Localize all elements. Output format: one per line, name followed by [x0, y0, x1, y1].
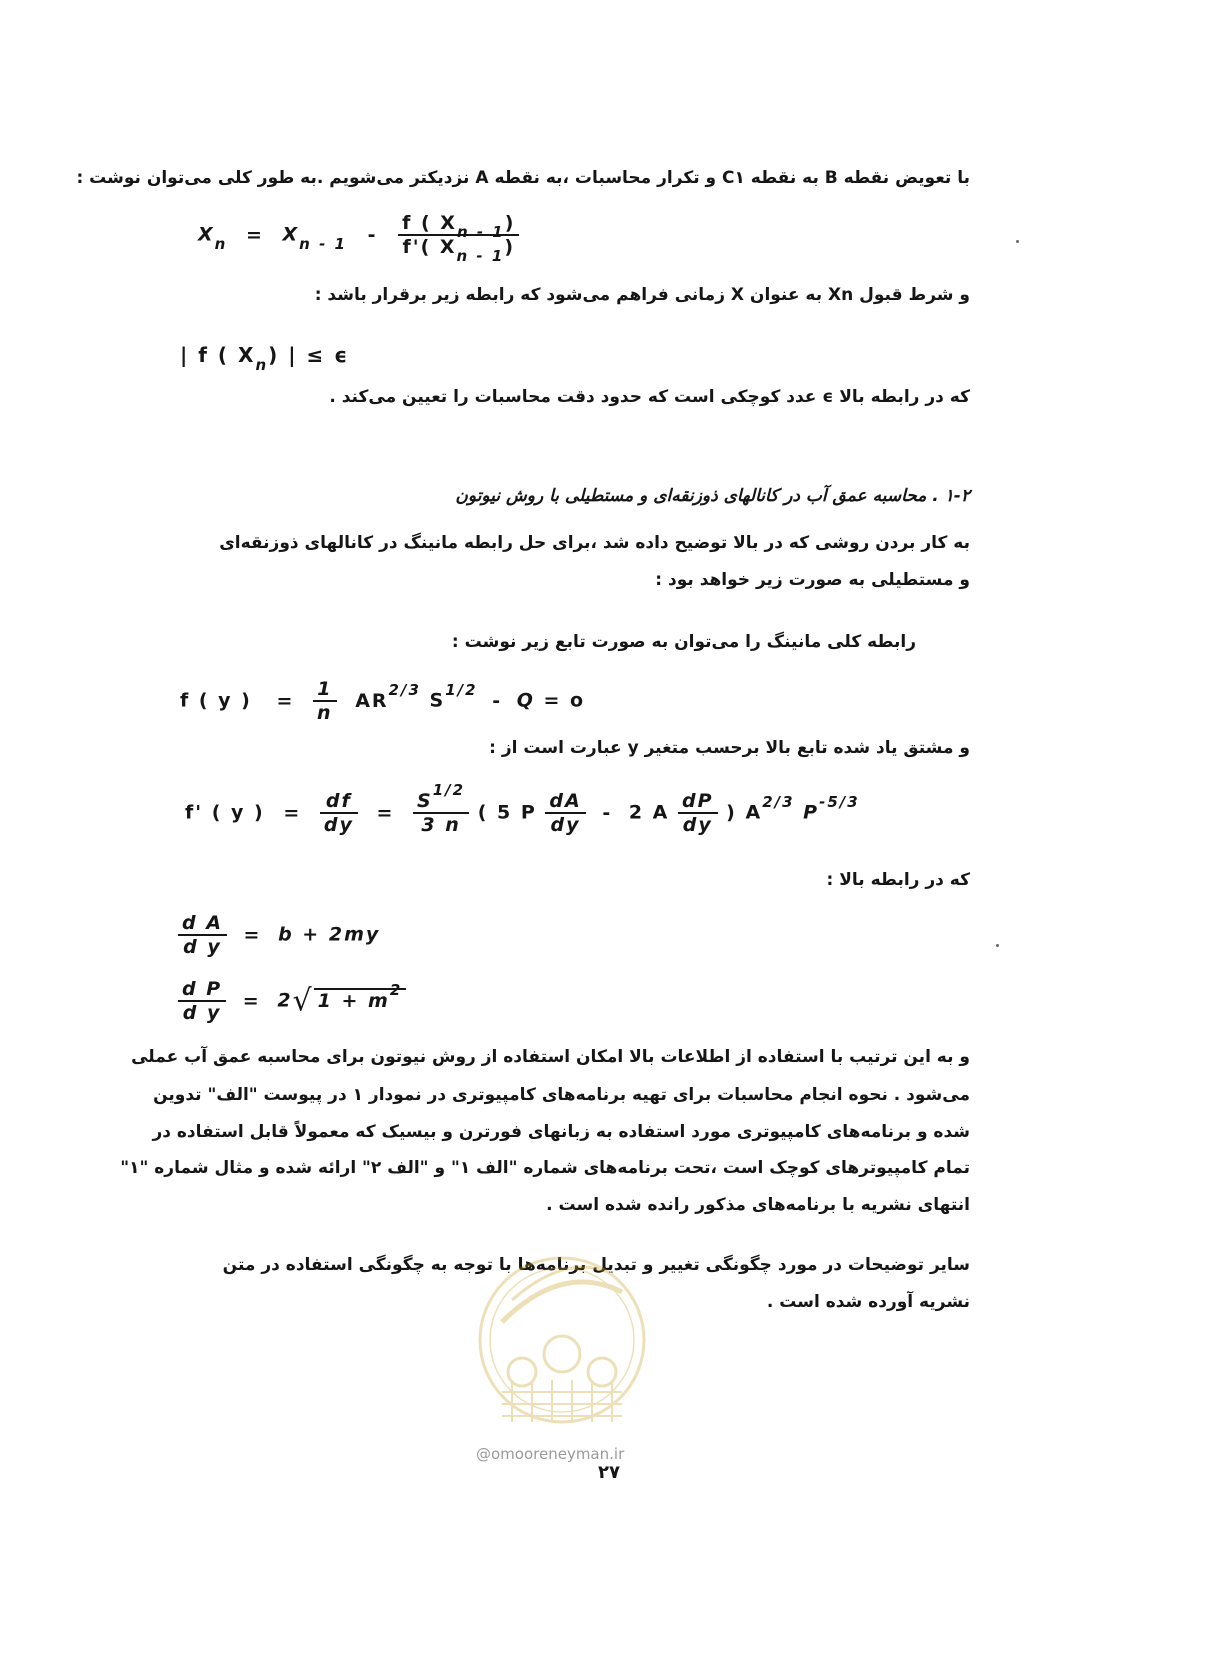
eq-deriv-a-exponent: 2/3 [762, 792, 795, 811]
eq-newton-lhs: X [198, 223, 215, 246]
eq-dp-coefficient: 2 [277, 989, 293, 1012]
eq-dp-exponent: 2 [389, 980, 403, 999]
eq-newton-equals: = [245, 223, 264, 246]
equation-dp-dy [178, 978, 406, 1024]
paragraph-info-line-4: تمام کامپیوترهای کوچک است ،تحت برنامه‌های شماره "الف ۱" و "الف ۲" ارائه شده و مثال شماره "۱" [120, 1158, 970, 1178]
eq-newton-term: X [282, 223, 300, 246]
eq-deriv-dp-den: dy [678, 812, 718, 836]
equation-stopping-condition [180, 343, 350, 374]
eq-deriv-dp-num: dP [682, 790, 714, 812]
eq-deriv-minus: - [602, 801, 613, 824]
eq-newton-denominator-close: ) [504, 236, 516, 258]
eq-newton-fraction [398, 212, 519, 265]
paragraph-other-line-2: نشریه آورده شده است . [766, 1292, 970, 1312]
eq-deriv-lhs: f' ( y ) [185, 801, 265, 824]
eq-condition-open: | f ( X [180, 343, 256, 367]
eq-dp-radicand [314, 980, 407, 1012]
watermark-seal [472, 1222, 652, 1458]
paragraph-apply-line-1: به کار بردن روشی که در بالا توضیح داده شد ،برای حل رابطه مانینگ در کانالهای ذوزنقه‌ای [219, 533, 970, 553]
eq-condition-relation: ≤ [306, 343, 326, 367]
page-number: ۲۷ [598, 1462, 620, 1483]
eq-deriv-fraction-1 [320, 790, 358, 836]
eq-manning-minus: - [492, 689, 503, 712]
eq-manning-frac-num: 1 [317, 678, 333, 700]
paragraph-info-line-1: و به این ترتیب با استفاده از اطلاعات بالا امکان استفاده از روش نیوتون برای محاسبه عمق آب عملی [131, 1047, 970, 1067]
paragraph-epsilon: که در رابطه بالا ϵ عدد کوچکی است که حدود دقت محاسبات را تعیین می‌کند . [329, 387, 970, 407]
eq-deriv-fraction-s [413, 781, 469, 836]
equation-derivative [185, 781, 860, 836]
eq-dp-radicand-text: 1 + m [317, 989, 390, 1012]
eq-manning-zero: o [570, 689, 586, 712]
eq-deriv-close: ) A [726, 801, 763, 824]
paragraph-newton-intro: با تعویض نقطه B به نقطه C۱ و تکرار محاسبات ،به نقطه A نزدیکتر می‌شویم .به طور کلی می‌توان نوشت : [76, 168, 970, 188]
eq-deriv-frac1-num: df [325, 790, 352, 812]
eq-manning-frac-den: n [313, 700, 337, 724]
eq-deriv-open: ( 5 P [477, 801, 537, 824]
paragraph-info-line-5: انتهای نشریه با برنامه‌های مذکور رانده شده است . [546, 1195, 970, 1215]
paragraph-where: که در رابطه بالا : [826, 870, 970, 890]
scan-speck [1016, 240, 1019, 243]
eq-newton-denominator-sub: n - 1 [456, 247, 505, 265]
eq-dp-den: d y [178, 1000, 226, 1024]
paragraph-apply-line-2: و مستطیلی به صورت زیر خواهد بود : [655, 570, 970, 590]
eq-newton-numerator-sub: n - 1 [456, 223, 505, 241]
eq-condition-close: ) | [268, 343, 298, 367]
paragraph-manning: رابطه کلی مانینگ را می‌توان به صورت تابع زیر نوشت : [451, 632, 916, 652]
eq-deriv-p: P [803, 801, 820, 824]
eq-deriv-fraction-dp [678, 790, 718, 836]
eq-manning-q: Q [516, 689, 535, 712]
eq-newton-minus: - [367, 223, 378, 246]
paragraph-other-line-1: سایر توضیحات در مورد چگونگی تغییر و تبدیل برنامه‌ها با توجه به چگونگی استفاده در متن [222, 1255, 970, 1275]
eq-deriv-da-num: dA [549, 790, 582, 812]
section-title: ۱-۲ . محاسبه عمق آب در کانالهای ذوزنقه‌ای و مستطیلی با روش نیوتون [455, 486, 970, 506]
eq-da-num: d A [182, 912, 223, 934]
paragraph-convergence-condition: و شرط قبول Xn به عنوان X زمانی فراهم می‌شود که رابطه زیر برقرار باشد : [314, 285, 970, 305]
eq-manning-ar: AR [355, 689, 389, 712]
eq-da-fraction [178, 912, 227, 958]
eq-deriv-p-exponent: -5/3 [819, 792, 860, 811]
eq-manning-s: S [429, 689, 446, 712]
paragraph-info-line-2: می‌شود . نحوه انجام محاسبات برای تهیه برنامه‌های کامپیوتری در نمودار ۱ در پیوست "الف" تدوین [153, 1085, 970, 1105]
eq-condition-epsilon: ϵ [334, 343, 350, 367]
eq-deriv-s-exponent: 1/2 [432, 781, 466, 799]
eq-dp-num: d P [182, 978, 223, 1000]
watermark-url: @omooreneyman.ir [476, 1445, 625, 1463]
eq-deriv-frac1-den: dy [320, 812, 358, 836]
eq-newton-lhs-sub: n [214, 234, 228, 253]
eq-manning-r-exponent: 2/3 [388, 680, 421, 699]
paragraph-derivative: و مشتق یاد شده تابع بالا برحسب متغیر y عبارت است از : [489, 738, 970, 758]
eq-manning-equals-2: = [543, 689, 562, 712]
eq-manning-fraction [313, 678, 337, 724]
eq-deriv-da-den: dy [545, 812, 585, 836]
eq-da-equals: = [243, 923, 262, 946]
eq-deriv-fraction-da [545, 790, 585, 836]
eq-manning-s-exponent: 1/2 [445, 680, 478, 699]
eq-newton-denominator: f'( X [402, 236, 457, 258]
eq-condition-sub: n [255, 356, 269, 374]
scan-speck [996, 944, 999, 947]
eq-da-den: d y [178, 934, 227, 958]
paragraph-info-line-3: شده و برنامه‌های کامپیوتری مورد استفاده به زبانهای فورترن و بیسیک که معمولاً قابل استفاده در [152, 1122, 970, 1142]
eq-newton-numerator: f ( X [402, 212, 457, 234]
eq-dp-equals: = [242, 989, 261, 1012]
eq-deriv-s: S [417, 790, 433, 812]
eq-manning-lhs: f ( y ) [180, 689, 252, 712]
eq-manning-equals: = [276, 689, 295, 712]
eq-da-rhs: b + 2my [278, 923, 381, 946]
equation-da-dy [178, 912, 380, 958]
eq-deriv-two-a: 2 A [628, 801, 670, 824]
eq-deriv-equals: = [283, 801, 302, 824]
equation-newton-iteration [198, 212, 519, 265]
equation-manning [180, 678, 585, 724]
eq-dp-fraction [178, 978, 226, 1024]
eq-deriv-equals-2: = [376, 801, 395, 824]
eq-newton-numerator-close: ) [504, 212, 516, 234]
eq-newton-term-sub: n - 1 [299, 234, 347, 253]
eq-deriv-s-den: 3 n [413, 812, 469, 836]
sqrt-icon: √ [292, 983, 314, 1019]
